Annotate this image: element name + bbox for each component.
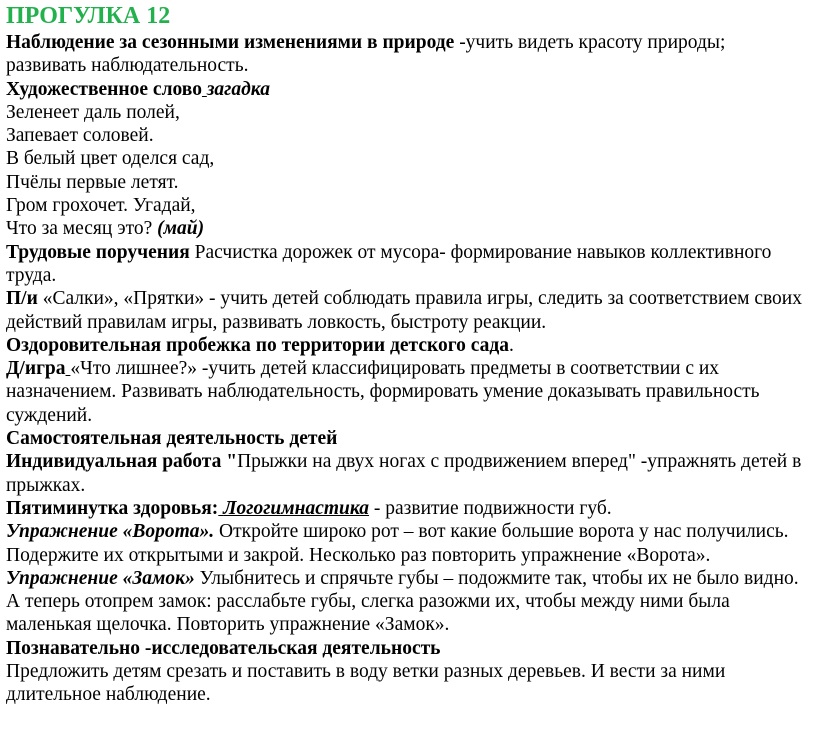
- riddle-line: Гром грохочет. Угадай,: [6, 195, 196, 217]
- observation-text: -учить видеть красоту природы; развивать наблюдательность.: [6, 32, 726, 77]
- exercise-2-label: Упражнение «Замок»: [6, 567, 195, 589]
- riddle-line: Зеленеет даль полей,: [6, 101, 180, 123]
- didactic-label: Д/игра: [6, 358, 66, 380]
- health-label: Пятиминутка здоровья:: [6, 497, 219, 519]
- observation-label: Наблюдение за сезонными изменениями в природе: [6, 32, 455, 53]
- exercise-1-text: Откройте широко рот – вот какие большие ворота у нас получились. Подержите их открытыми и закрой. Несколько раз повторить упражнение «Ворота».: [6, 521, 789, 566]
- health-text: - развитие подвижности губ.: [369, 497, 612, 519]
- labor-label: Трудовые поручения: [6, 241, 190, 263]
- didactic-paragraph: [6, 357, 810, 427]
- riddle-answer: (май): [157, 218, 205, 240]
- individual-paragraph: [6, 450, 810, 497]
- art-word-label: Художественное слово: [6, 78, 202, 100]
- individual-label: Индивидуальная работа ": [6, 451, 238, 473]
- riddle-line: Запевает соловей.: [6, 125, 154, 147]
- riddle-line: Пчёлы первые летят.: [6, 171, 179, 193]
- document-page: [0, 3, 816, 735]
- art-word-kind: загадка: [206, 78, 270, 100]
- outdoor-game-paragraph: [6, 287, 810, 334]
- riddle-line: В белый цвет оделся сад,: [6, 148, 215, 170]
- exercise-2-text: Улыбнитесь и спрячьте губы – подожмите так, чтобы их не было видно. А теперь отопрем замок: расслабьте губы, слегка разожми их, чтобы между ними была маленькая щелочка. Повторить упражнение «Замок».: [6, 567, 799, 636]
- observation-paragraph: [6, 31, 810, 78]
- labor-paragraph: [6, 241, 810, 288]
- riddle-question: Что за месяц это?: [6, 218, 158, 240]
- art-word-heading: [6, 78, 810, 101]
- page-title: ПРОГУЛКА 12: [6, 3, 171, 29]
- didactic-text: «Что лишнее?» -учить детей классифицировать предметы в соответствии с их назначением. Развивать наблюдательность, формировать умение доказывать правильность суждений.: [6, 358, 760, 426]
- individual-text: Прыжки на двух ногах с продвижением вперед" -упражнять детей в прыжках.: [6, 451, 802, 496]
- research-text: Предложить детям срезать и поставить в воду ветки разных деревьев. И вести за ними длительное наблюдение.: [6, 661, 726, 706]
- labor-text: Расчистка дорожек от мусора- формирование навыков коллективного труда.: [6, 241, 772, 286]
- health-kind: Логогимнастика: [223, 497, 370, 519]
- exercise-paragraph: [6, 520, 810, 636]
- run-paragraph: [6, 334, 810, 357]
- health-paragraph: [6, 497, 810, 520]
- riddle-last-line: [6, 217, 810, 240]
- research-heading: Познавательно -исследовательская деятельность: [6, 637, 441, 659]
- independent-heading: Самостоятельная деятельность детей: [6, 428, 338, 450]
- exercise-1-label: Упражнение «Ворота».: [6, 521, 215, 543]
- run-label: Оздоровительная пробежка по территории детского сада: [6, 334, 509, 356]
- run-text: .: [508, 334, 514, 356]
- outdoor-game-label: П/и: [6, 288, 38, 310]
- outdoor-game-text: «Салки», «Прятки» - учить детей соблюдать правила игры, следить за соответствием своих действий правилам игры, развивать ловкость, быстроту реакции.: [6, 288, 802, 333]
